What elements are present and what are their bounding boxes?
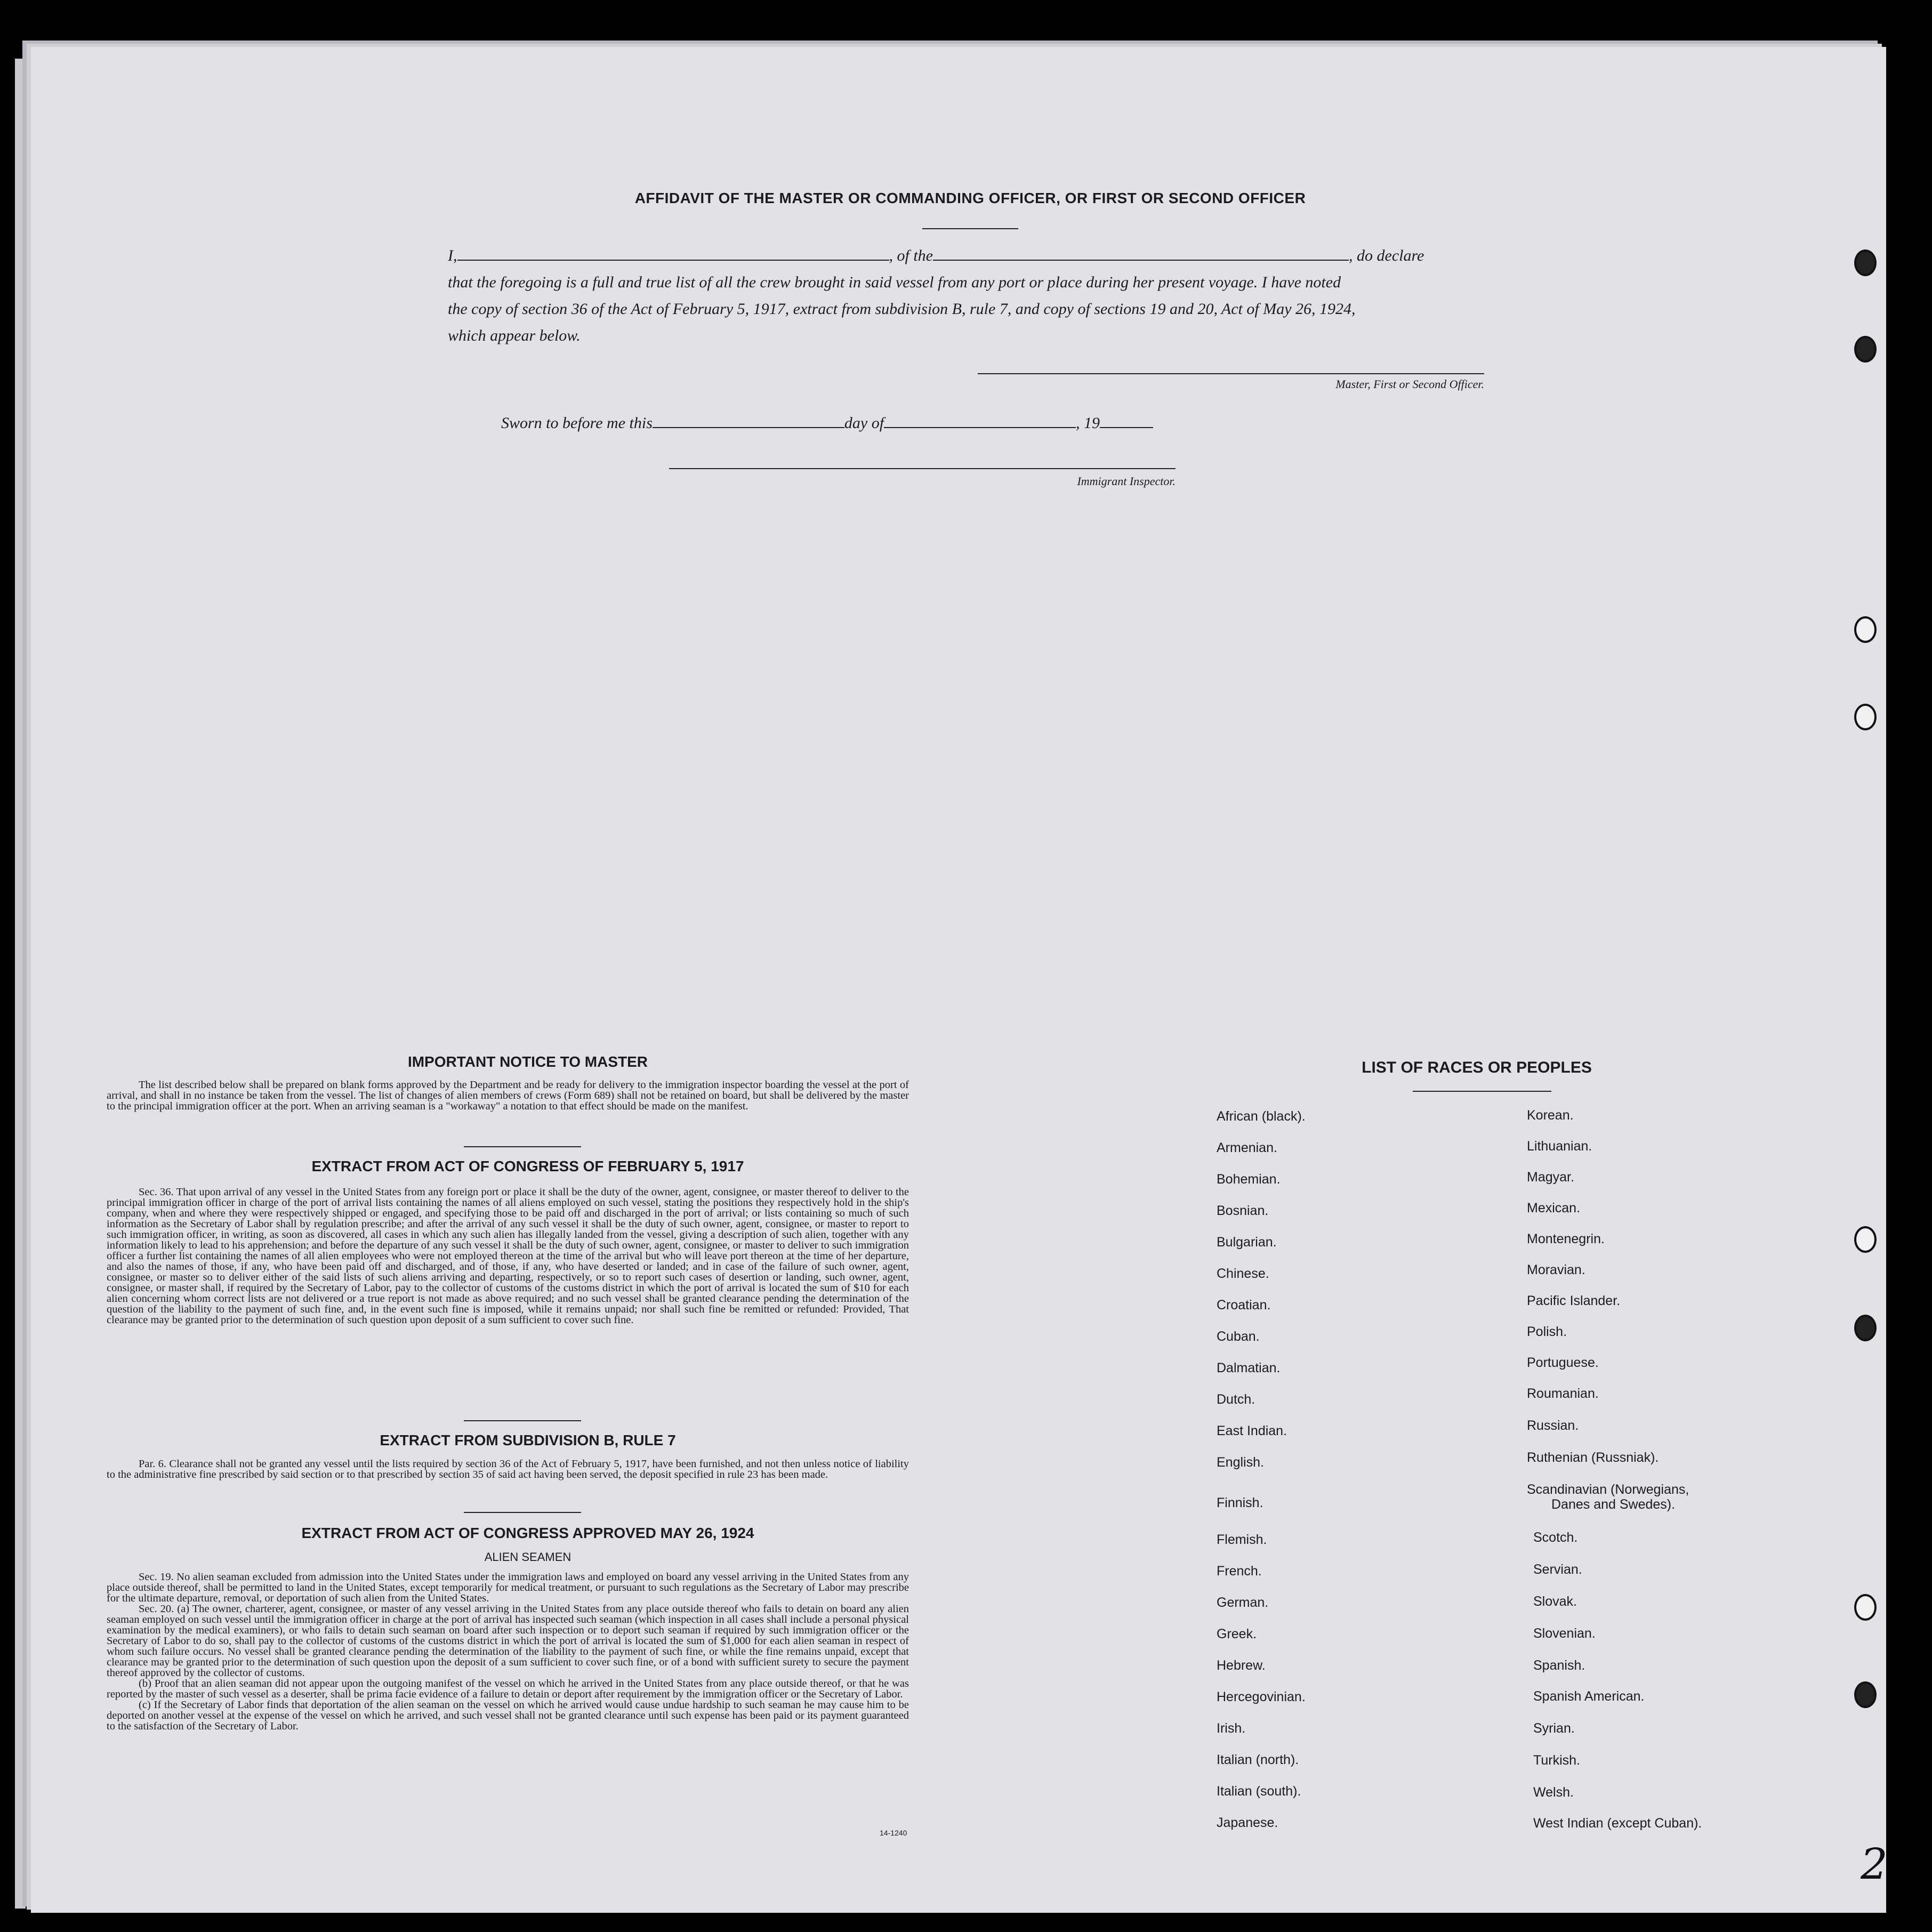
races-underline	[1413, 1091, 1551, 1092]
year-label: , 19	[1076, 414, 1100, 432]
race-right-11: Russian.	[1527, 1418, 1579, 1433]
race-right-4: Mexican.	[1527, 1201, 1581, 1215]
race-right-13b: Danes and Swedes).	[1551, 1497, 1676, 1512]
binder-hole	[1854, 704, 1877, 730]
race-left-18: Hebrew.	[1217, 1658, 1266, 1673]
title-underline	[922, 228, 1018, 229]
race-right-1: Korean.	[1527, 1108, 1574, 1123]
sec-20b-paragraph: (b) Proof that an alien seaman did not appear upon the outgoing manifest of the vessel on which he arrived in the United States from any place outside thereof, or that he was reported by the master of such vessel as a deserter, shall be prima facie evidence of a failure to detain or deport after requirement by the immigration officer or the Secretary of Labor.	[107, 1678, 909, 1700]
sec-36-label: Sec. 36.	[139, 1186, 174, 1198]
form-number: 14-1240	[880, 1829, 907, 1837]
binder-hole	[1854, 1681, 1877, 1708]
race-right-18: Spanish.	[1533, 1658, 1585, 1673]
race-right-21: Turkish.	[1533, 1753, 1580, 1768]
handwritten-page-number: 2	[1861, 1839, 1888, 1889]
race-right-9: Portuguese.	[1527, 1355, 1599, 1370]
race-right-19: Spanish American.	[1533, 1689, 1645, 1704]
race-left-13: Finnish.	[1217, 1495, 1263, 1510]
race-right-22: Welsh.	[1533, 1785, 1574, 1800]
sec-20a-paragraph: Sec. 20. (a) The owner, charterer, agent, consignee, or master of any vessel arriving in the United States from any place outside thereof who fails to detain on board any alien seaman employed on such vessel until the immigration officer in charge at the port of arrival has inspected such seaman (which inspection in all cases shall include a personal physical examination by the medical examiners), or who fails to detain such seaman on board after such inspection or to deport such seaman if required by such immigration officer or the Secretary of Labor to do so, shall pay to the collector of customs of the customs district in which the port of arrival is located the sum of $1,000 for each alien seaman in respect of whom such failure occurs. No vessel shall be granted clearance pending the determination of the liability to the payment of such fine, or while the fine remains unpaid, except that clearance may be granted prior to the determination of such question upon the deposit of a sum sufficient to cover such fine, or of a bond with sufficient surety to secure the payment thereof approved by the collector of customs.	[107, 1603, 909, 1679]
sec-36-text: That upon arrival of any vessel in the United States from any foreign port or place it shall be the duty of the owner, agent, consignee, or master thereof to deliver to the principal immigration officer in charge of the port of arrival lists containing the names of all aliens employed on such vessel, stating the positions they respectively hold in the ship's company, when and where they were respectively shipped or engaged, and specifying those to be paid off and discharged in the port of arrival; or lists containing so much of such information as the Secretary of Labor shall by regulation prescribe; and after the arrival of any such vessel it shall be the duty of such owner, agent, consignee, or master to report to such immigration officer, in writing, as soon as discovered, all cases in which any such alien has illegally landed from the vessel, giving a description of such alien, together with any information likely to lead to his apprehension; and before the departure of any such vessel it shall be the duty of such owner, agent, consignee, or master to deliver to such immigration officer a further list containing the names of all alien employees who were not employed thereon at the time of the arrival but who will leave port thereon at the time of her departure, and also the names of those, if any, who have been paid off and discharged, and of those, if any, who have deserted or landed; and in case of the failure of such owner, agent, consignee, or master so to deliver either of the said lists of such aliens arriving and departing, respectively, or so to report such cases of desertion or landing, such owner, agent, consignee, or master shall, if required by the Secretary of Labor, pay to the collector of customs of the customs district in which the port of arrival is located the sum of $10 for each alien concerning whom correct lists are not delivered or a true report is not made as above required; and no such vessel shall be granted clearance pending the determination of the question of the liability to the payment of such fine, and, in the event such fine is imposed, while it remains unpaid; nor shall such fine be remitted or refunded: Provided, That clearance may be granted prior to the determination of such question upon deposit of a sum sufficient to cover such fine.	[107, 1186, 909, 1326]
race-left-20: Irish.	[1217, 1721, 1246, 1736]
race-left-23: Japanese.	[1217, 1815, 1278, 1830]
binder-hole	[1854, 1315, 1877, 1341]
separator-2	[464, 1420, 581, 1421]
race-right-14: Scotch.	[1533, 1530, 1578, 1545]
extract-1924-heading: EXTRACT FROM ACT OF CONGRESS APPROVED MAY 26, 1924	[301, 1525, 754, 1541]
sec-19-paragraph: Sec. 19. No alien seaman excluded from admission into the United States under the immigration laws and employed on board any vessel arriving in the United States from any place outside thereof, shall be permitted to land in the United States, except temporarily for medical treatment, or pursuant to such regulations as the Secretary of Labor may prescribe for the ultimate departure, removal, or deportation of such alien from the United States.	[107, 1571, 909, 1604]
affidavit-line-2: that the foregoing is a full and true list of all the crew brought in said vessel from any port or place during her present voyage. I have noted	[448, 273, 1341, 291]
rule7-heading: EXTRACT FROM SUBDIVISION B, RULE 7	[380, 1432, 676, 1448]
vessel-field[interactable]	[933, 260, 1349, 261]
race-left-21: Italian (north).	[1217, 1752, 1299, 1767]
sworn-day-field[interactable]	[653, 427, 844, 428]
race-right-10: Roumanian.	[1527, 1386, 1599, 1401]
binder-hole	[1854, 1226, 1877, 1253]
do-declare-label: , do declare	[1349, 247, 1424, 264]
race-right-12: Ruthenian (Russniak).	[1527, 1450, 1659, 1465]
race-right-5: Montenegrin.	[1527, 1231, 1605, 1246]
signature-caption: Master, First or Second Officer.	[1335, 377, 1484, 391]
inspector-signature-line[interactable]	[669, 468, 1176, 469]
race-right-2: Lithuanian.	[1527, 1139, 1592, 1154]
race-left-4: Bosnian.	[1217, 1203, 1269, 1218]
day-of-label: day of	[844, 414, 884, 432]
separator-3	[464, 1512, 581, 1513]
race-right-3: Magyar.	[1527, 1170, 1574, 1185]
race-left-9: Dalmatian.	[1217, 1361, 1281, 1375]
notice-paragraph: The list described below shall be prepared on blank forms approved by the Department and be ready for delivery to the immigration inspector boarding the vessel at the port of arrival, and shall in no instance be taken from the vessel. The list of changes of alien members of crews (Form 689) shall not be retained on board, but shall be delivered by the master to the principal immigration officer at the port. When an arriving seaman is a "workaway" a notation to that effect should be made on the manifest.	[107, 1079, 909, 1112]
name-field[interactable]	[457, 260, 889, 261]
race-left-2: Armenian.	[1217, 1140, 1277, 1155]
affidavit-line-3: the copy of section 36 of the Act of February 5, 1917, extract from subdivision B, rule 7, and copy of sections 19 and 20, Act of May 26, 1924,	[448, 300, 1356, 318]
race-right-7: Pacific Islander.	[1527, 1293, 1621, 1308]
race-left-19: Hercegovinian.	[1217, 1689, 1306, 1704]
notice-body	[107, 1080, 909, 1112]
race-left-17: Greek.	[1217, 1627, 1257, 1641]
sworn-year-field[interactable]	[1100, 427, 1153, 428]
race-left-7: Croatian.	[1217, 1298, 1271, 1313]
race-right-13: Scandinavian (Norwegians,	[1527, 1482, 1689, 1497]
race-right-8: Polish.	[1527, 1324, 1567, 1339]
race-left-22: Italian (south).	[1217, 1784, 1301, 1799]
sworn-month-field[interactable]	[884, 427, 1076, 428]
race-left-14: Flemish.	[1217, 1532, 1267, 1547]
page-edge-strip	[15, 59, 26, 1909]
i-label: I,	[448, 247, 457, 264]
inspector-caption: Immigrant Inspector.	[1077, 474, 1176, 488]
race-left-8: Cuban.	[1217, 1329, 1260, 1344]
affidavit-line-4: which appear below.	[448, 327, 581, 344]
binder-hole	[1854, 616, 1877, 643]
sworn-line	[501, 410, 1194, 436]
extract-1924-body	[107, 1572, 909, 1732]
sec-36-paragraph	[107, 1187, 909, 1325]
race-left-12: English.	[1217, 1455, 1264, 1470]
affidavit-line-1	[448, 243, 1493, 269]
extract-1917-heading: EXTRACT FROM ACT OF CONGRESS OF FEBRUARY 5, 1917	[311, 1158, 744, 1174]
binder-hole	[1854, 336, 1877, 363]
race-left-16: German.	[1217, 1595, 1269, 1610]
alien-seamen-subheading: ALIEN SEAMEN	[484, 1550, 571, 1564]
race-left-5: Bulgarian.	[1217, 1235, 1277, 1250]
race-right-23: West Indian (except Cuban).	[1533, 1816, 1702, 1831]
sworn-label: Sworn to before me this	[501, 414, 653, 432]
race-left-10: Dutch.	[1217, 1392, 1255, 1407]
race-left-1: African (black).	[1217, 1109, 1306, 1124]
binder-hole	[1854, 1594, 1877, 1621]
race-right-15: Servian.	[1533, 1562, 1582, 1577]
race-left-11: East Indian.	[1217, 1423, 1287, 1438]
rule7-body	[107, 1459, 909, 1480]
race-right-17: Slovenian.	[1533, 1626, 1596, 1641]
notice-heading: IMPORTANT NOTICE TO MASTER	[407, 1053, 648, 1070]
of-the-label: , of the	[889, 247, 933, 264]
race-right-16: Slovak.	[1533, 1594, 1577, 1609]
affidavit-title: AFFIDAVIT OF THE MASTER OR COMMANDING OFFICER, OR FIRST OR SECOND OFFICER	[634, 190, 1306, 206]
race-right-6: Moravian.	[1527, 1262, 1585, 1277]
race-left-3: Bohemian.	[1217, 1172, 1281, 1187]
sec-20c-paragraph: (c) If the Secretary of Labor finds that deportation of the alien seaman on the vessel on which he arrived would cause undue hardship to such seaman he may cause him to be deported on another vessel at the expense of the vessel on which he arrived, and such vessel shall not be granted clearance until such expense has been paid or its payment guaranteed to the satisfaction of the Secretary of Labor.	[107, 1699, 909, 1732]
race-right-20: Syrian.	[1533, 1721, 1575, 1736]
signature-line[interactable]	[978, 373, 1484, 374]
races-heading: LIST OF RACES OR PEOPLES	[1362, 1059, 1592, 1076]
extract-1917-body	[107, 1187, 909, 1325]
binder-hole	[1854, 249, 1877, 276]
race-left-15: French.	[1217, 1564, 1262, 1579]
separator-1	[464, 1146, 581, 1147]
race-left-6: Chinese.	[1217, 1266, 1269, 1281]
par-6-paragraph: Par. 6. Clearance shall not be granted any vessel until the lists required by section 36 of the Act of February 5, 1917, have been furnished, and not then unless notice of liability to the administrative fine prescribed by said section or to that prescribed by section 35 of said act having been served, the deposit specified in rule 23 has been made.	[107, 1458, 909, 1480]
